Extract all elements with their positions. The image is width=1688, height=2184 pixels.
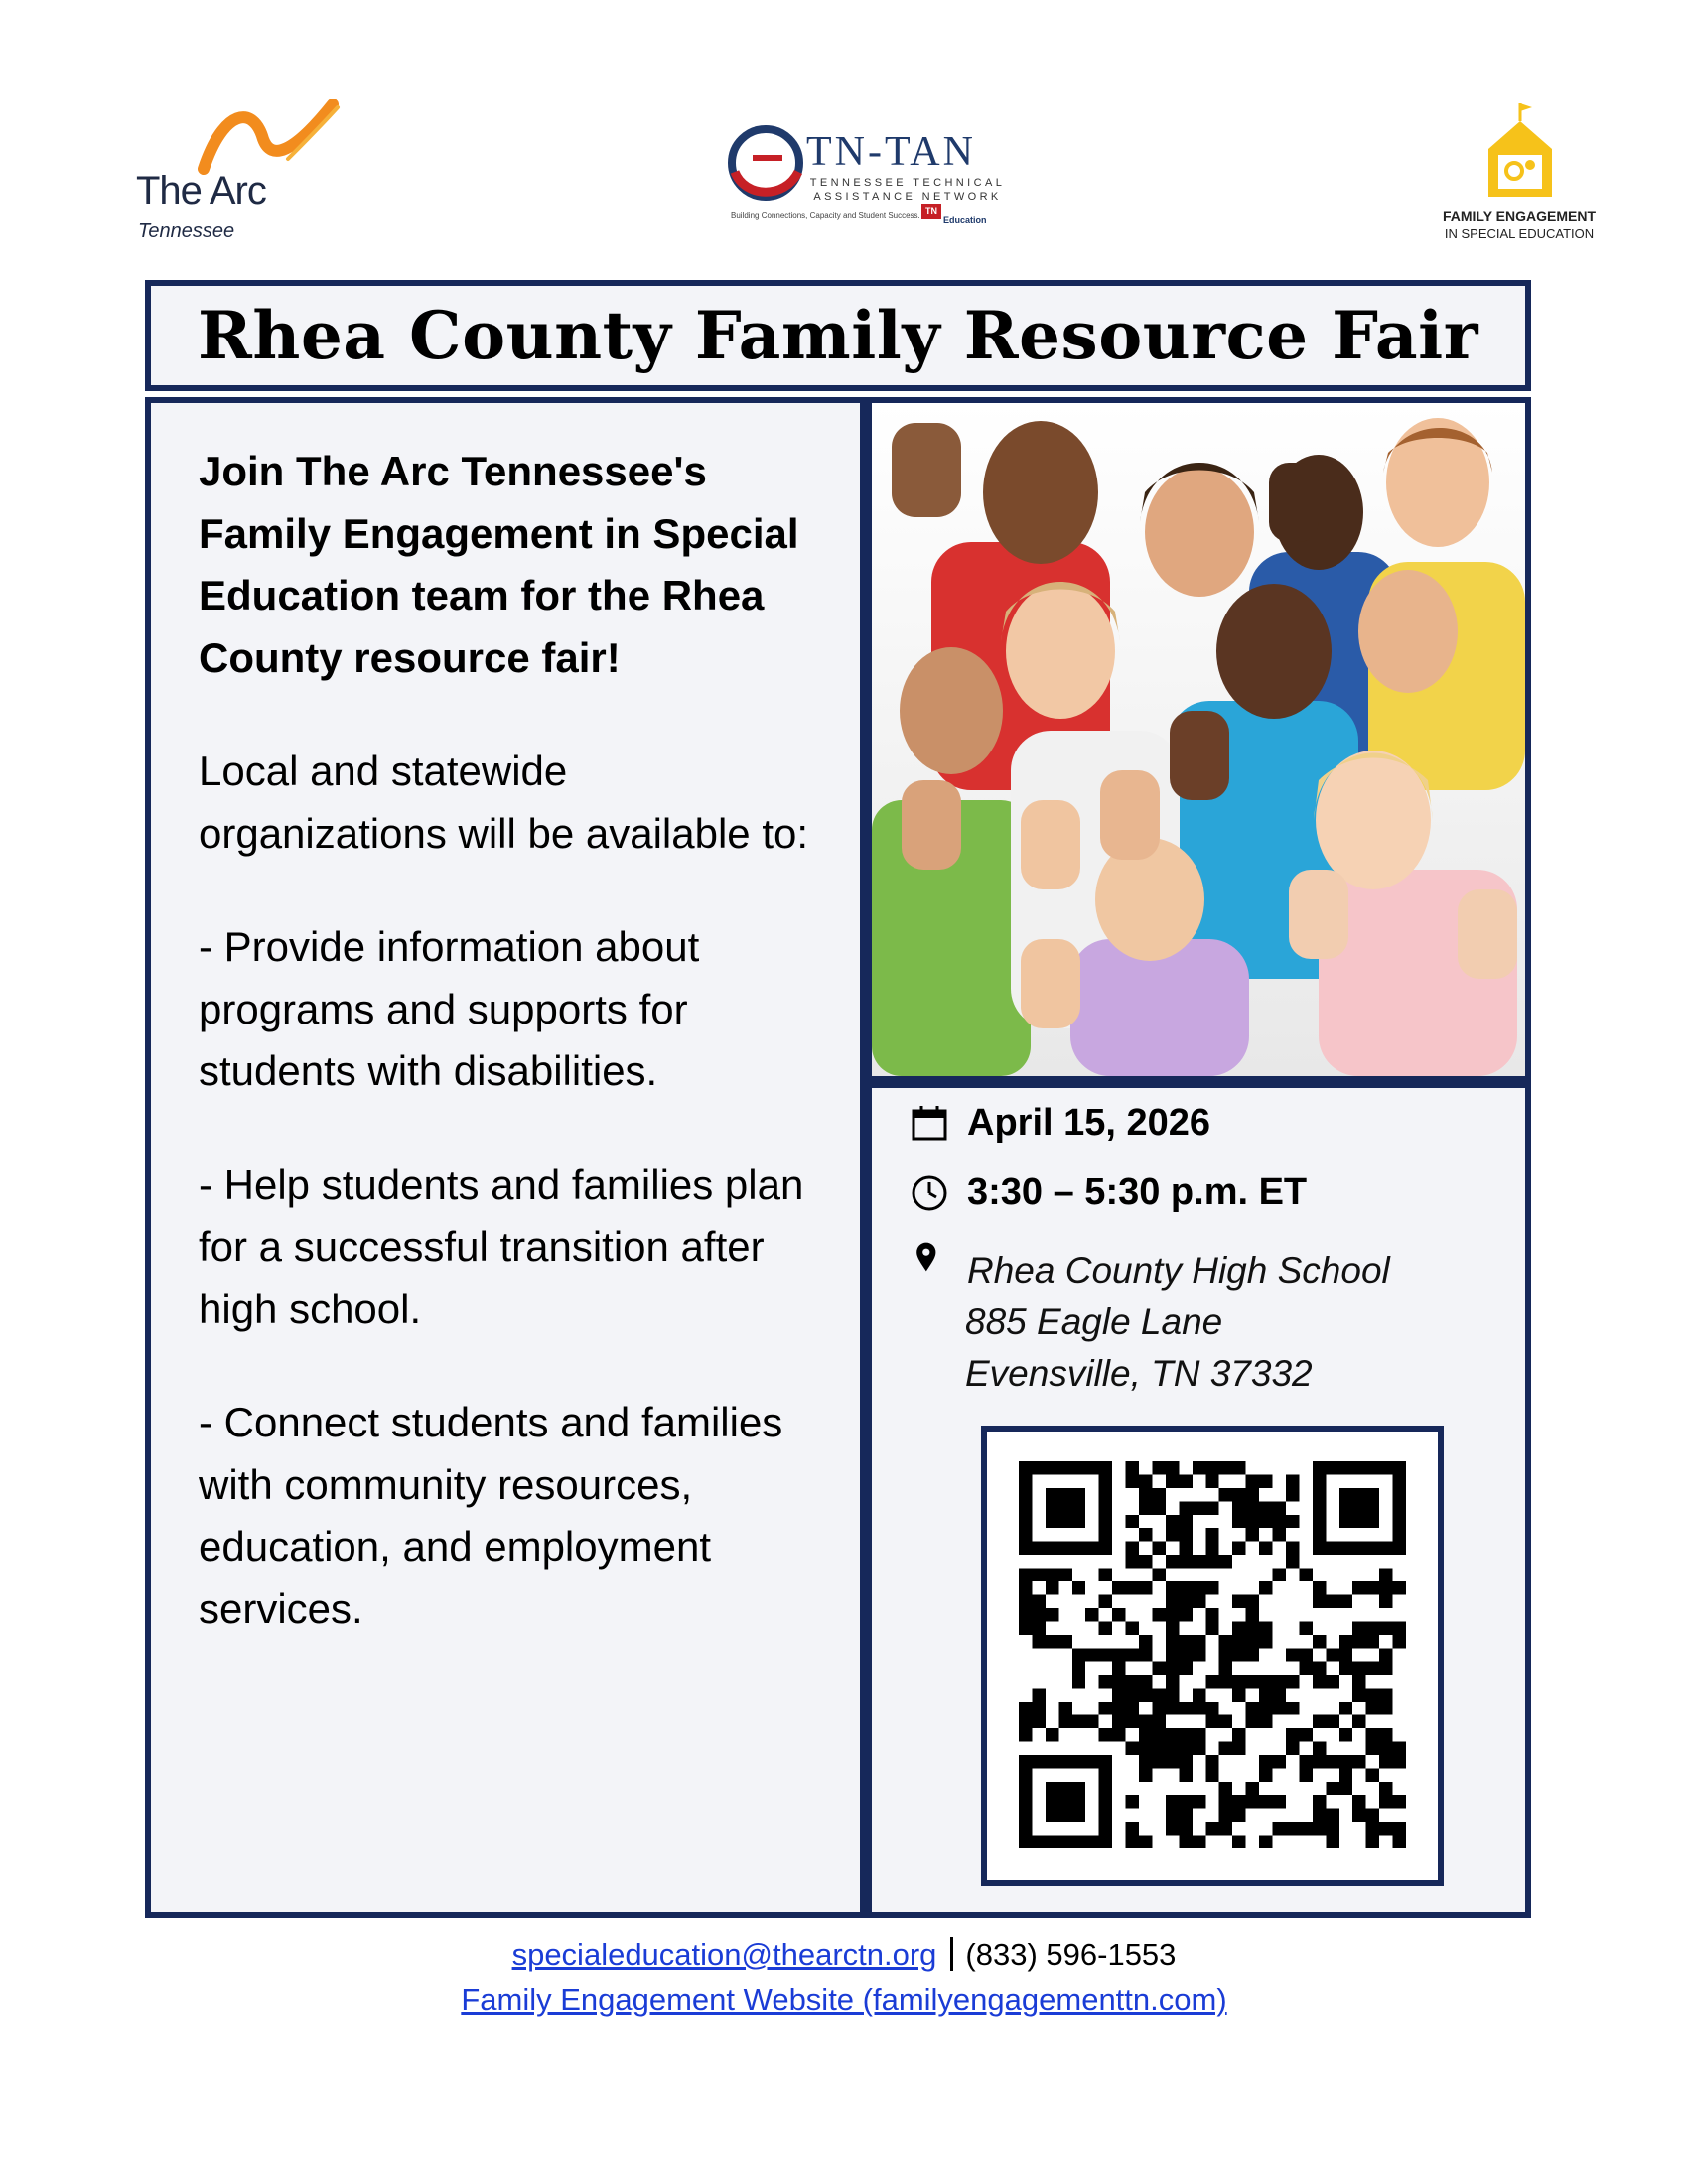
calendar-icon xyxy=(910,1104,949,1144)
schoolhouse-icon xyxy=(1484,99,1556,199)
location-row xyxy=(914,1237,963,1277)
page-title: Rhea County Family Resource Fair xyxy=(197,297,1478,374)
tn-badge: TN xyxy=(921,204,941,219)
location-name: Rhea County High School xyxy=(967,1250,1390,1291)
bullet-item: - Connect students and families with community resources, education, and employment services. xyxy=(199,1399,783,1632)
event-time: 3:30 – 5:30 p.m. ET xyxy=(967,1171,1308,1213)
intro-text: Join The Arc Tennessee's Family Engagement in Special Education team for the Rhea County resource fair! xyxy=(199,448,799,681)
event-date: April 15, 2026 xyxy=(967,1102,1211,1144)
arc-logo-sub: Tennessee xyxy=(138,220,235,242)
tn-tan-emblem-icon xyxy=(723,120,808,205)
email-link[interactable]: specialeducation@thearctn.org xyxy=(511,1937,937,1972)
the-arc-tennessee-logo xyxy=(134,99,362,248)
qr-code-icon[interactable] xyxy=(1019,1461,1406,1848)
tn-tan-subtitle-2: ASSISTANCE NETWORK xyxy=(813,191,1002,203)
date-row xyxy=(910,1102,1210,1145)
fe-logo-line-2: IN SPECIAL EDUCATION xyxy=(1444,226,1595,241)
bullet-item: - Provide information about programs and supports for students with disabilities. xyxy=(199,923,700,1094)
separator xyxy=(950,1937,953,1971)
footer xyxy=(0,1932,1688,2023)
clock-icon xyxy=(910,1173,949,1213)
lead-text: Local and statewide organizations will be available to: xyxy=(199,748,809,857)
qr-code-frame xyxy=(981,1426,1444,1886)
location-pin-icon xyxy=(914,1237,945,1277)
tn-tan-logo xyxy=(715,114,1013,233)
tn-tan-subtitle-1: TENNESSEE TECHNICAL xyxy=(809,177,1006,189)
children-thumbs-up-photo xyxy=(866,397,1531,1082)
title-banner xyxy=(145,280,1531,391)
left-info-panel xyxy=(145,397,866,1918)
tn-tan-tagline: Building Connections, Capacity and Student Success. xyxy=(731,211,920,220)
event-details-panel xyxy=(866,1082,1531,1918)
website-line xyxy=(0,1978,1688,2023)
family-engagement-logo xyxy=(1430,99,1609,248)
arc-swoosh-icon xyxy=(194,99,343,179)
phone-number: (833) 596-1553 xyxy=(965,1937,1177,1972)
photo-illustration xyxy=(872,403,1525,1076)
tn-tan-title: TN-TAN xyxy=(806,129,976,175)
address-line-2: Evensville, TN 37332 xyxy=(965,1353,1313,1394)
address-line-1: 885 Eagle Lane xyxy=(965,1301,1223,1342)
arc-logo-name: The Arc xyxy=(136,169,266,212)
bullet-item: - Help students and families plan for a successful transition after high school. xyxy=(199,1160,804,1332)
time-row xyxy=(910,1171,1307,1214)
contact-line xyxy=(0,1932,1688,1978)
fe-logo-line-1: FAMILY ENGAGEMENT xyxy=(1442,208,1597,224)
tn-dept-label: Education xyxy=(943,215,987,225)
website-link[interactable]: Family Engagement Website (familyengagementtn.com) xyxy=(461,1982,1227,2017)
